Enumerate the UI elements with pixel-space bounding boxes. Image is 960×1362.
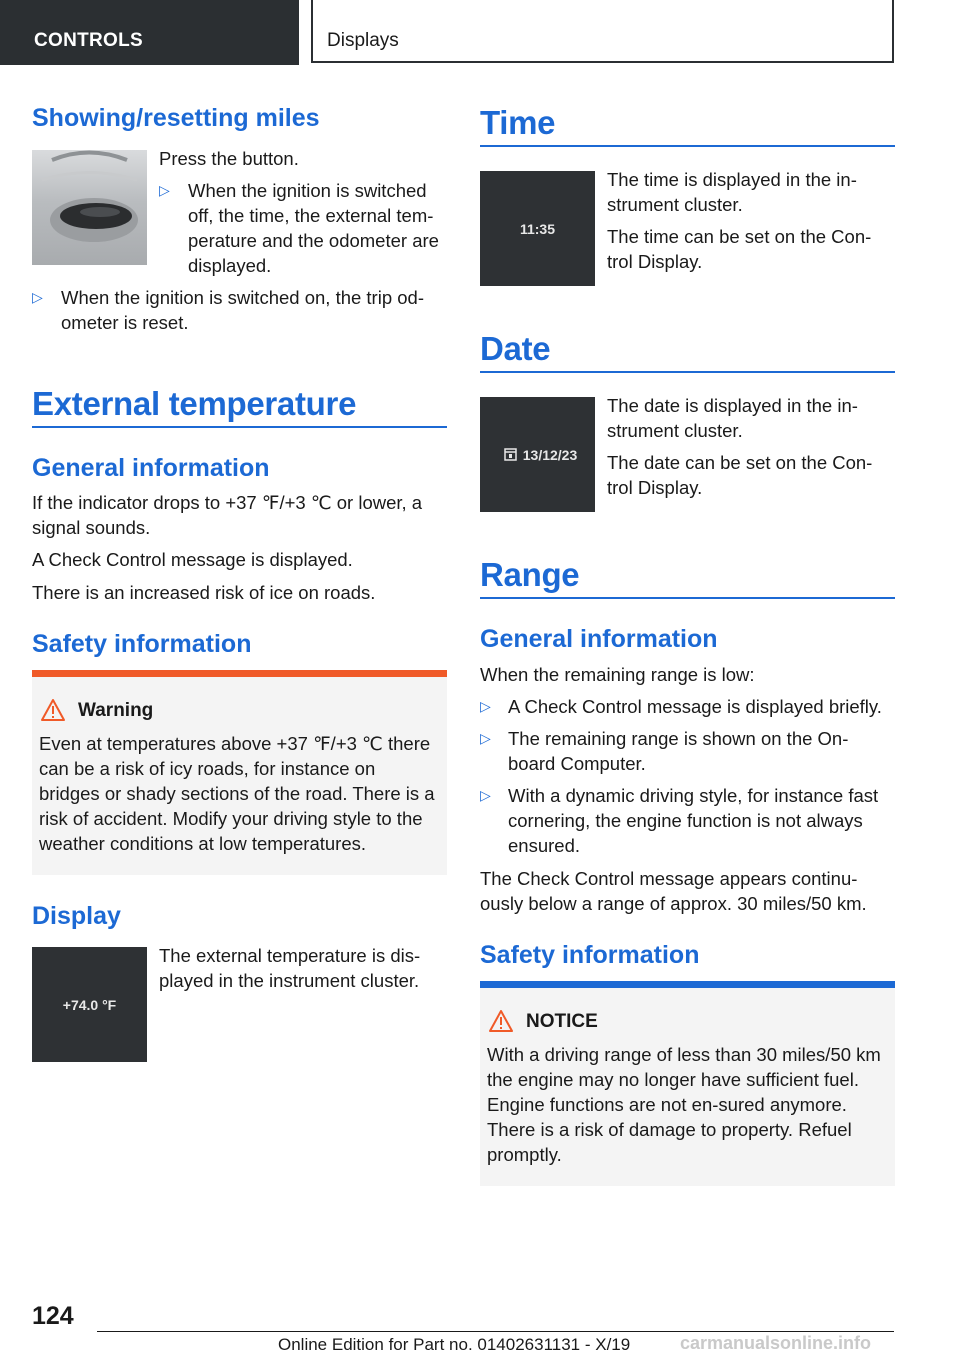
chapter-tab	[311, 0, 894, 63]
general-information-heading: General information	[480, 625, 718, 653]
safety-information-heading: Safety information	[32, 630, 252, 658]
warning-text: Even at temperatures above +37 ℉/+3 ℃ there can be a risk of icy roads, for instance on bridges or shady sections of the road. There is a risk of accident. Modify your driving style to the weather conditions at low temperatures.	[39, 733, 435, 854]
notice-text: With a driving range of less than 30 miles/50 km the engine may no longer have sufficient fuel. Engine functions are not en-sured anymore. There is a risk of damage to property. Refuel promptly.	[487, 1044, 881, 1165]
general-para: A Check Control message is displayed.	[32, 549, 353, 570]
triangle-bullet-icon: ▷	[480, 787, 491, 803]
date-para: The date is displayed in the in-strument cluster.	[607, 395, 858, 441]
date-heading: Date	[480, 330, 551, 367]
warning-triangle-icon	[40, 698, 66, 722]
watermark: carmanualsonline.info	[680, 1333, 872, 1353]
triangle-bullet-icon: ▷	[480, 730, 491, 746]
date-para: The date can be set on the Con-trol Display.	[607, 452, 873, 498]
button-image	[32, 150, 147, 265]
section-label: CONTROLS	[34, 30, 144, 51]
display-text: The external temperature is dis-played in the instrument cluster.	[159, 945, 421, 991]
date-display-image	[480, 397, 595, 512]
general-para: There is an increased risk of ice on roads.	[32, 582, 376, 603]
range-para: The Check Control message appears continu-ously below a range of approx. 30 miles/50 km.	[480, 868, 867, 914]
notice-bar	[480, 981, 895, 988]
warning-title: Warning	[78, 700, 154, 721]
warning-box	[32, 670, 447, 875]
temperature-display-image	[32, 947, 147, 1062]
edition-text: Online Edition for Part no. 01402631131 - X/19	[278, 1335, 631, 1354]
time-para: The time is displayed in the in-strument cluster.	[607, 169, 857, 215]
range-intro: When the remaining range is low:	[480, 664, 755, 685]
warning-triangle-icon	[488, 1009, 514, 1033]
notice-box	[480, 981, 895, 1186]
chapter-label: Displays	[327, 30, 399, 51]
heading-rule	[32, 426, 447, 428]
page-number: 124	[32, 1302, 74, 1330]
external-temperature-heading: External temperature	[32, 385, 357, 422]
footer-rule	[97, 1331, 894, 1332]
time-display-image	[480, 171, 595, 286]
triangle-bullet-icon: ▷	[480, 698, 491, 714]
date-readout: 13/12/23	[522, 446, 578, 463]
general-para: If the indicator drops to +37 ℉/+3 ℃ or lower, a signal sounds.	[32, 492, 423, 538]
range-heading: Range	[480, 556, 580, 593]
time-para: The time can be set on the Con-trol Display.	[607, 226, 872, 272]
heading-rule	[480, 371, 895, 373]
notice-title: NOTICE	[526, 1011, 598, 1032]
warning-bar	[32, 670, 447, 677]
reset-button-icon	[32, 150, 147, 265]
triangle-bullet-icon: ▷	[159, 182, 170, 198]
safety-information-heading: Safety information	[480, 941, 700, 969]
triangle-bullet-icon: ▷	[32, 289, 43, 305]
display-heading: Display	[32, 902, 121, 930]
calendar-icon	[504, 448, 517, 461]
time-readout: 11:35	[519, 220, 556, 237]
temperature-readout: +74.0 °F	[62, 996, 117, 1013]
section-tab	[0, 0, 299, 65]
heading-rule	[480, 597, 895, 599]
general-information-heading: General information	[32, 454, 270, 482]
time-heading: Time	[480, 104, 556, 141]
miles-intro: Press the button.	[159, 148, 299, 169]
heading-rule	[480, 145, 895, 147]
miles-heading: Showing/resetting miles	[32, 104, 320, 132]
